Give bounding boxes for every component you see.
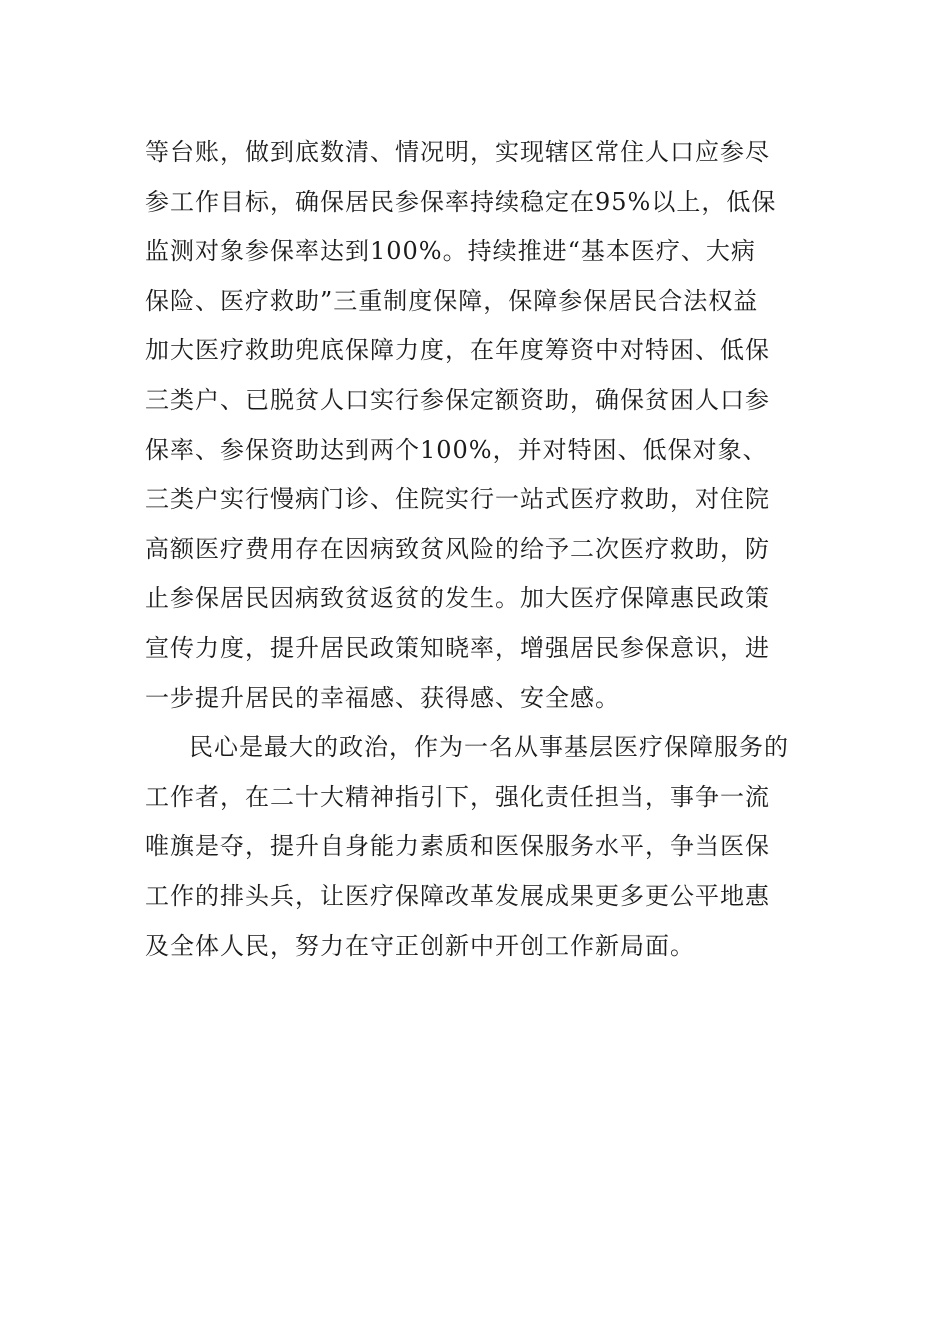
text-line: 民心是最大的政治，作为一名从事基层医疗保障服务的 xyxy=(189,733,789,762)
text-line: 一步提升居民的幸福感、获得感、安全感。 xyxy=(145,683,620,712)
document-body xyxy=(145,128,810,971)
text-line: 三类户、已脱贫人口实行参保定额资助，确保贫困人口参 xyxy=(145,385,770,414)
text-line: 高额医疗费用存在因病致贫风险的给予二次医疗救助，防 xyxy=(145,534,770,563)
paragraph-2 xyxy=(145,723,810,971)
text-line: 三类户实行慢病门诊、住院实行一站式医疗救助，对住院 xyxy=(145,485,770,514)
text-line: 及全体人民，努力在守正创新中开创工作新局面。 xyxy=(145,931,695,960)
text-line: 保险、医疗救助”三重制度保障，保障参保居民合法权益 xyxy=(145,286,759,315)
text-line: 加大医疗救助兜底保障力度，在年度筹资中对特困、低保 xyxy=(145,336,770,365)
text-line: 保率、参保资助达到两个100%，并对特困、低保对象、 xyxy=(145,435,768,464)
text-line: 等台账，做到底数清、情况明，实现辖区常住人口应参尽 xyxy=(145,138,770,166)
text-line: 止参保居民因病致贫返贫的发生。加大医疗保障惠民政策 xyxy=(145,584,770,613)
text-line: 唯旗是夺，提升自身能力素质和医保服务水平，争当医保 xyxy=(145,832,770,861)
paragraph-1 xyxy=(145,128,810,723)
text-line: 工作者，在二十大精神指引下，强化责任担当，事争一流 xyxy=(145,782,770,811)
text-line: 监测对象参保率达到100%。持续推进“基本医疗、大病 xyxy=(145,237,756,266)
text-line: 宣传力度，提升居民政策知晓率，增强居民参保意识，进 xyxy=(145,633,770,662)
text-line: 工作的排头兵，让医疗保障改革发展成果更多更公平地惠 xyxy=(145,881,770,910)
text-line: 参工作目标，确保居民参保率持续稳定在95%以上，低保 xyxy=(145,187,777,216)
